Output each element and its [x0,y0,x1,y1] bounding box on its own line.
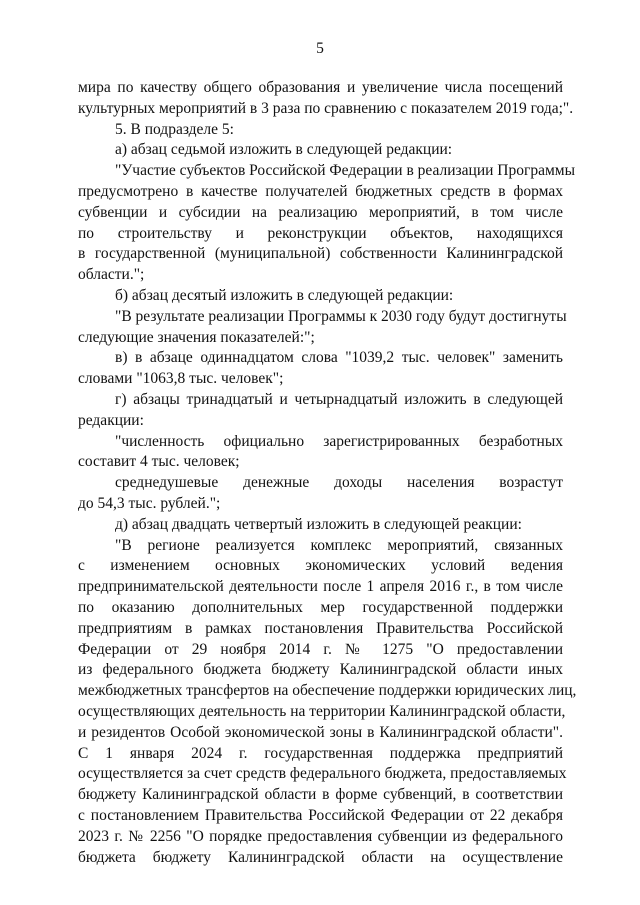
text-line: по строительству и реконструкции объектов, находящихся [78,224,563,242]
text-line: осуществляющих деятельность на территории Калининградской области, [78,703,566,720]
text-line: до 54,3 тыс. рублей."; [78,495,221,512]
text-line: С 1 января 2024 г. государственная поддержка предприятий [78,744,563,762]
text-line: 5. В подразделе 5: [115,120,234,138]
text-line: предусмотрено в качестве получателей бюджетных средств в формах [78,183,563,200]
text-line: в) в абзаце одиннадцатом слова "1039,2 тыс. человек" заменить [115,349,563,367]
text-line: мира по качеству общего образования и увеличение числа посещений [78,79,563,96]
text-line: среднедушевые денежные доходы населения возрастут [115,474,563,492]
text-line: "В регионе реализуется комплекс мероприятий, связанных [115,536,563,554]
text-line: по оказанию дополнительных мер государственной поддержки [78,599,563,616]
text-line: области."; [78,266,145,284]
text-line: осуществляется за счет средств федерального бюджета, предоставляемых [78,765,567,783]
text-line: бюджета бюджету Калининградской области на осуществление [78,848,563,866]
text-line: а) абзац седьмой изложить в следующей редакции: [115,141,453,159]
text-line: и резидентов Особой экономической зоны в Калининградской области". [78,723,563,741]
text-line: "В результате реализации Программы к 2030 году будут достигнуты [115,307,567,325]
text-line: редакции: [78,411,144,429]
text-line: из федерального бюджета бюджету Калининградской области иных [78,661,563,679]
text-line: предприятиям в рамках постановления Правительства Российской [78,619,563,637]
text-line: субвенции и субсидии на реализацию мероприятий, в том числе [78,203,563,221]
text-line: Федерации от 29 ноября 2014 г. № 1275 "О предоставлении [78,640,563,658]
text-line: составит 4 тыс. человек; [78,453,240,471]
text-line: д) абзац двадцать четвертый изложить в следующей реакции: [115,515,522,533]
text-line: культурных мероприятий в 3 раза по сравнению с показателем 2019 года;". [78,99,574,117]
text-line: словами "1063,8 тыс. человек"; [78,370,284,388]
text-line: следующие значения показателей:"; [78,328,315,346]
text-line: г) абзацы тринадцатый и четырнадцатый изложить в следующей [115,391,563,408]
text-line: с постановлением Правительства Российской Федерации от 22 декабря [78,807,563,824]
text-line: с изменением основных экономических условий ведения [78,557,563,575]
page-number: 5 [316,40,324,57]
text-line: в государственной (муниципальной) собственности Калининградской [78,245,563,263]
text-line: предпринимательской деятельности после 1 апреля 2016 г., в том числе [78,578,563,596]
text-line: бюджету Калининградской области в форме субвенций, в соответствии [78,786,563,804]
text-line: "Участие субъектов Российской Федерации в реализации Программы [115,162,576,180]
text-line: 2023 г. № 2256 "О порядке предоставления субвенции из федерального [78,827,563,845]
text-line: "численность официально зарегистрированных безработных [115,432,563,450]
text-line: межбюджетных трансфертов на обеспечение поддержки юридических лиц, [78,682,577,700]
text-line: б) абзац десятый изложить в следующей редакции: [115,287,454,304]
